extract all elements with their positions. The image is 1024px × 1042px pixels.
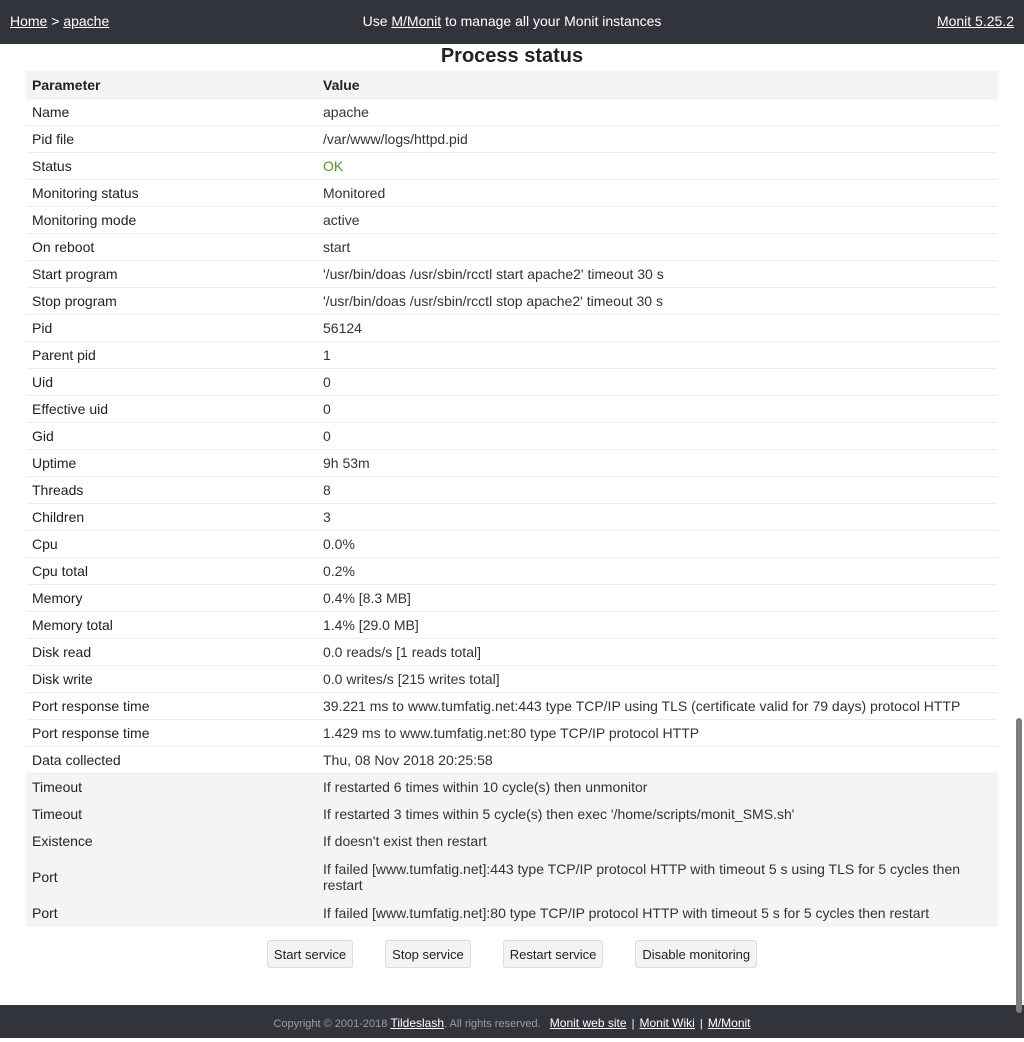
row-value: active (317, 207, 998, 234)
row-param: Pid (26, 315, 317, 342)
table-row (26, 288, 998, 315)
monit-wiki-link[interactable]: Monit Wiki (639, 1016, 695, 1030)
monit-website-link[interactable]: Monit web site (549, 1016, 627, 1030)
row-param: Port response time (26, 720, 317, 747)
row-param: Existence (26, 828, 317, 855)
row-param: Start program (26, 261, 317, 288)
row-value: /var/www/logs/httpd.pid (317, 126, 998, 153)
disable-monitoring-button[interactable]: Disable monitoring (635, 940, 757, 968)
table-row (26, 585, 998, 612)
row-param: Memory (26, 585, 317, 612)
column-header-parameter: Parameter (26, 71, 317, 99)
row-param: Children (26, 504, 317, 531)
table-row (26, 747, 998, 774)
promo-prefix: Use (362, 13, 388, 29)
breadcrumb-apache-link[interactable]: apache (63, 13, 110, 29)
row-param: Timeout (26, 801, 317, 828)
top-header (0, 0, 1024, 44)
table-row (26, 558, 998, 585)
table-header-row (26, 71, 998, 99)
rule-row (26, 801, 998, 828)
restart-service-button[interactable]: Restart service (503, 940, 604, 968)
table-row (26, 315, 998, 342)
stop-service-button[interactable]: Stop service (385, 940, 471, 968)
row-value: If doesn't exist then restart (317, 828, 998, 855)
row-param: Disk read (26, 639, 317, 666)
row-value: 0.0 reads/s [1 reads total] (317, 639, 998, 666)
row-value: 0 (317, 423, 998, 450)
table-row (26, 477, 998, 504)
table-row (26, 207, 998, 234)
vertical-scrollbar[interactable] (1016, 718, 1022, 1013)
row-value: 0.4% [8.3 MB] (317, 585, 998, 612)
row-value: 1.4% [29.0 MB] (317, 612, 998, 639)
row-value: 39.221 ms to www.tumfatig.net:443 type TCP/IP using TLS (certificate valid for 79 days) protocol HTTP (317, 693, 998, 720)
row-param: Memory total (26, 612, 317, 639)
page-title: Process status (440, 45, 584, 67)
row-param: Name (26, 99, 317, 126)
page-footer (0, 1005, 1024, 1038)
table-row (26, 180, 998, 207)
table-row (26, 396, 998, 423)
row-param: Timeout (26, 774, 317, 801)
row-param: Parent pid (26, 342, 317, 369)
table-row (26, 450, 998, 477)
row-value: 9h 53m (317, 450, 998, 477)
process-status-table (26, 71, 998, 927)
table-row (26, 693, 998, 720)
row-value: '/usr/bin/doas /usr/sbin/rcctl stop apache2' timeout 30 s (317, 288, 998, 315)
start-service-button[interactable]: Start service (267, 940, 353, 968)
row-value: 56124 (317, 315, 998, 342)
table-row (26, 423, 998, 450)
row-value: 0 (317, 369, 998, 396)
row-param: Monitoring mode (26, 207, 317, 234)
breadcrumb-separator: > (51, 13, 60, 29)
table-row (26, 261, 998, 288)
copyright-suffix: . All rights reserved. (444, 1018, 541, 1030)
row-param: Stop program (26, 288, 317, 315)
row-value: Monitored (317, 180, 998, 207)
rule-row (26, 855, 998, 900)
table-row (26, 639, 998, 666)
row-value: If restarted 6 times within 10 cycle(s) then unmonitor (317, 774, 998, 801)
row-value: 0.0% (317, 531, 998, 558)
rule-row (26, 774, 998, 801)
row-param: Effective uid (26, 396, 317, 423)
version-link[interactable]: Monit 5.25.2 (936, 13, 1014, 29)
status-value-ok: OK (317, 153, 998, 180)
row-param: Port (26, 900, 317, 927)
footer-separator: | (699, 1018, 703, 1030)
table-row (26, 153, 998, 180)
row-value: If failed [www.tumfatig.net]:80 type TCP/IP protocol HTTP with timeout 5 s for 5 cycles then restart (317, 900, 998, 927)
table-row (26, 612, 998, 639)
rule-row (26, 900, 998, 927)
promo-mmonit-link[interactable]: M/Monit (391, 13, 442, 29)
row-value: 8 (317, 477, 998, 504)
row-value: 1 (317, 342, 998, 369)
row-value: If restarted 3 times within 5 cycle(s) then exec '/home/scripts/monit_SMS.sh' (317, 801, 998, 828)
header-promo (0, 13, 1024, 29)
row-value: Thu, 08 Nov 2018 20:25:58 (317, 747, 998, 774)
row-param: Monitoring status (26, 180, 317, 207)
row-value: start (317, 234, 998, 261)
table-row (26, 666, 998, 693)
row-value: '/usr/bin/doas /usr/sbin/rcctl start apache2' timeout 30 s (317, 261, 998, 288)
table-row (26, 99, 998, 126)
row-param: Threads (26, 477, 317, 504)
row-param: Data collected (26, 747, 317, 774)
rule-row (26, 828, 998, 855)
row-param: Port (26, 855, 317, 900)
row-param: Port response time (26, 693, 317, 720)
tildeslash-link[interactable]: Tildeslash (390, 1016, 445, 1030)
row-param: On reboot (26, 234, 317, 261)
action-buttons (0, 940, 1024, 968)
row-value: 0.0 writes/s [215 writes total] (317, 666, 998, 693)
row-value: 3 (317, 504, 998, 531)
row-value: 1.429 ms to www.tumfatig.net:80 type TCP/IP protocol HTTP (317, 720, 998, 747)
table-row (26, 369, 998, 396)
row-param: Uptime (26, 450, 317, 477)
row-value: If failed [www.tumfatig.net]:443 type TCP/IP protocol HTTP with timeout 5 s using TLS for 5 cycles then restart (317, 855, 998, 900)
table-row (26, 234, 998, 261)
row-param: Uid (26, 369, 317, 396)
footer-separator: | (631, 1018, 635, 1030)
copyright-text: Copyright © 2001-2018 (273, 1018, 388, 1030)
breadcrumb-home-link[interactable]: Home (10, 13, 48, 29)
row-param: Disk write (26, 666, 317, 693)
row-value: apache (317, 99, 998, 126)
row-param: Cpu (26, 531, 317, 558)
row-value: 0.2% (317, 558, 998, 585)
row-param: Pid file (26, 126, 317, 153)
column-header-value: Value (317, 71, 998, 99)
row-param: Gid (26, 423, 317, 450)
table-row (26, 531, 998, 558)
row-param: Cpu total (26, 558, 317, 585)
table-row (26, 720, 998, 747)
table-row (26, 342, 998, 369)
row-param: Status (26, 153, 317, 180)
promo-suffix: to manage all your Monit instances (445, 13, 662, 29)
row-value: 0 (317, 396, 998, 423)
table-row (26, 126, 998, 153)
footer-mmonit-link[interactable]: M/Monit (707, 1016, 751, 1030)
table-row (26, 504, 998, 531)
